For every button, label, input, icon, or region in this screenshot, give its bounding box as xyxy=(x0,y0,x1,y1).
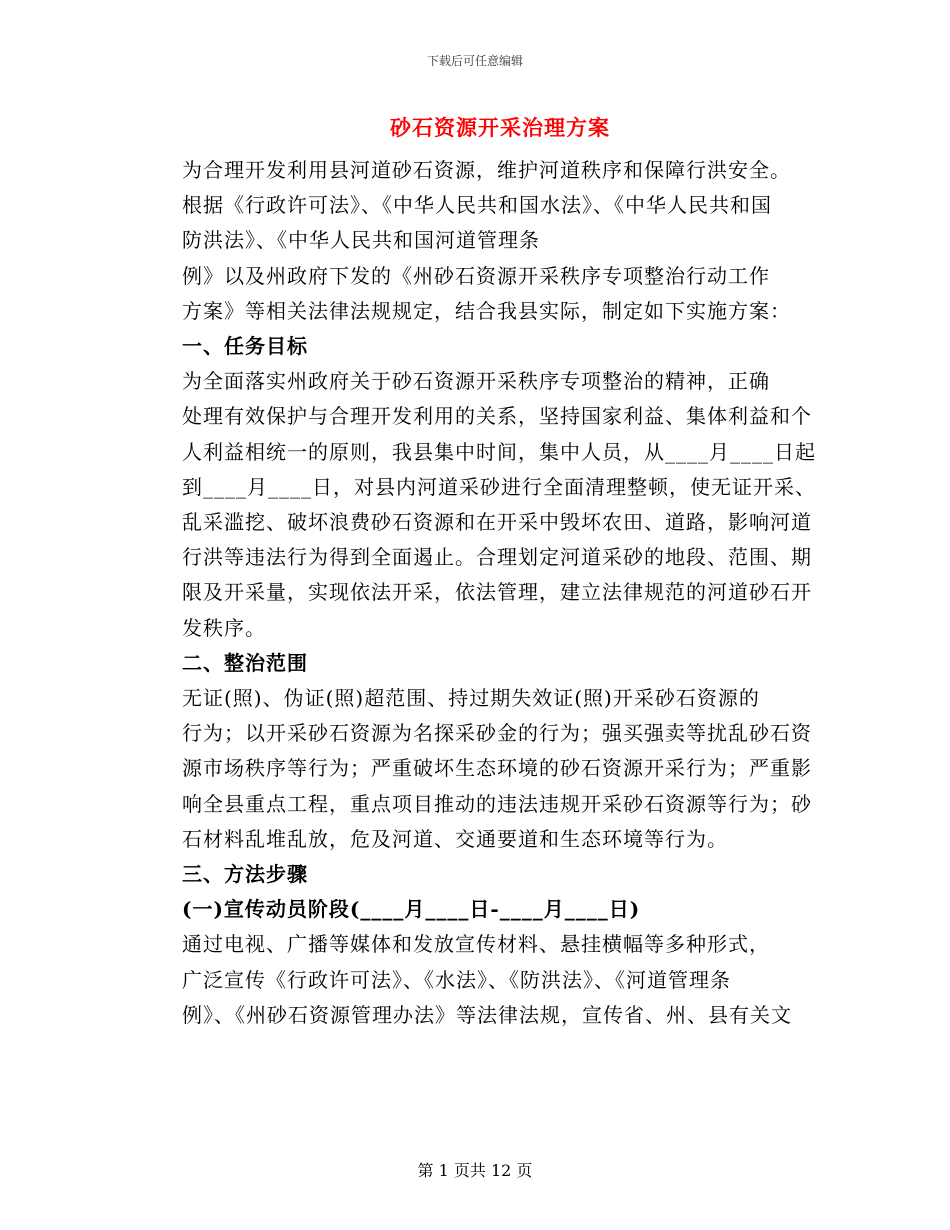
text-line: 为合理开发利用县河道砂石资源，维护河道秩序和保障行洪安全。 xyxy=(182,158,791,182)
intro-paragraph xyxy=(142,153,810,259)
text-line: 响全县重点工程，重点项目推动的违法违规开采砂石资源等行为；砂 xyxy=(182,791,812,816)
text-line: 到____月____日，对县内河道采砂进行全面清理整顿，使无证开采、 xyxy=(182,474,816,499)
text-line: 处理有效保护与合理开发利用的关系，坚持国家利益、集体利益和个 xyxy=(182,404,812,429)
page-footer: 第 1 页共 12 页 xyxy=(417,1161,533,1180)
subsection-heading-publicity: (一)宣传动员阶段(____月____日-____月____日) xyxy=(182,897,641,922)
text-line: 无证(照)、伪证(照)超范围、持过期失效证(照)开采砂石资源的 xyxy=(182,686,760,711)
text-line: 限及开采量，实现依法开采，依法管理，建立法律规范的河道砂石开 xyxy=(182,580,812,605)
text-line: 方案》等相关法律法规规定，结合我县实际，制定如下实施方案： xyxy=(182,298,791,323)
text-line: 通过电视、广播等媒体和发放宣传材料、悬挂横幅等多种形式， xyxy=(182,932,770,957)
text-line: 行洪等违法行为得到全面遏止。合理划定河道采砂的地段、范围、期 xyxy=(182,545,812,570)
text-line: 行为；以开采砂石资源为名探采砂金的行为；强买强卖等扰乱砂石资 xyxy=(182,721,812,746)
text-line: 乱采滥挖、破坏浪费砂石资源和在开采中毁坏农田、道路，影响河道 xyxy=(182,510,812,535)
section-heading-steps: 三、方法步骤 xyxy=(182,862,308,887)
header-note: 下载后可任意编辑 xyxy=(426,54,523,68)
section-heading-scope: 二、整治范围 xyxy=(182,650,308,675)
text-line: 为全面落实州政府关于砂石资源开采秩序专项整治的精神，正确 xyxy=(182,369,770,394)
section-scope-body xyxy=(142,681,810,857)
text-line: 发秩序。 xyxy=(182,615,266,640)
text-line: 防洪法》、《中华人民共和国河道管理条 xyxy=(182,228,540,253)
section-task-goals-body xyxy=(142,364,816,646)
text-line: 例》、《州砂石资源管理办法》等法律法规，宣传省、州、县有关文 xyxy=(182,1002,792,1027)
text-line: 广泛宣传《行政许可法》、《水法》、《防洪法》、《河道管理条 xyxy=(182,967,731,992)
text-line: 例》以及州政府下发的《州砂石资源开采秩序专项整治行动工作 xyxy=(182,263,770,288)
section-steps-body xyxy=(142,927,810,1033)
document-body xyxy=(142,153,816,1033)
text-line: 根据《行政许可法》、《中华人民共和国水法》、《中华人民共和国 xyxy=(182,193,772,218)
text-line: 人利益相统一的原则，我县集中时间，集中人员，从____月____日起 xyxy=(182,439,816,464)
document-title: 砂石资源开采治理方案 xyxy=(390,115,610,140)
intro-paragraph-continued xyxy=(142,259,810,329)
text-line: 石材料乱堆乱放，危及河道、交通要道和生态环境等行为。 xyxy=(182,826,728,851)
section-heading-task-goals: 一、任务目标 xyxy=(182,334,308,359)
text-line: 源市场秩序等行为；严重破坏生态环境的砂石资源开采行为；严重影 xyxy=(182,756,812,781)
